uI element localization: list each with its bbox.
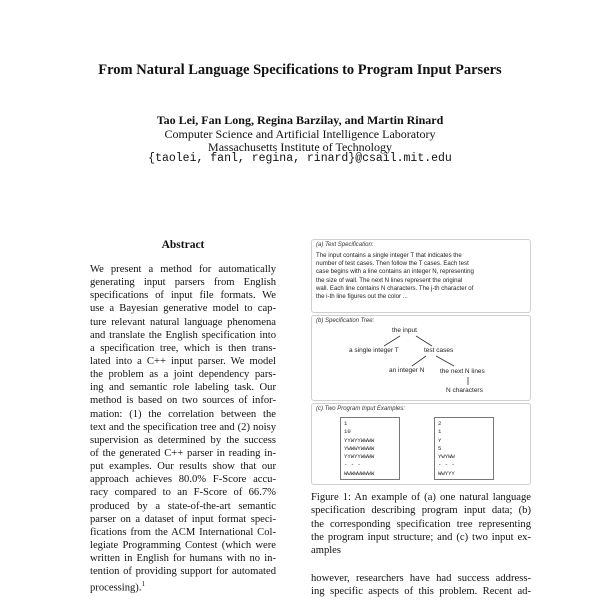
panel-a-label: (a) Text Specification: <box>316 242 374 248</box>
panel-b-label: (b) Specification Tree: <box>316 318 375 324</box>
caption-line: the corresponding specification tree representing <box>311 518 531 530</box>
tree-edges <box>312 316 530 400</box>
abstract-line: approach achieves 80.0% F-Score accu- <box>90 474 276 486</box>
panel-c-label: (c) Two Program Input Examples: <box>316 406 405 412</box>
example-line: 10 <box>344 428 351 436</box>
example-line: - - - <box>438 461 455 469</box>
affiliation-institute: Massachusetts Institute of Technology <box>208 140 392 154</box>
tree-node-integer-n: an integer N <box>389 367 425 374</box>
abstract-line: supervision as determined by the success <box>90 434 276 446</box>
abstract-line: parser on a dataset of input format speci- <box>90 513 276 525</box>
abstract-line: method is based on two sources of infor- <box>90 395 276 407</box>
abstract-body <box>90 263 276 592</box>
abstract-line: use a Bayesian generative model to cap- <box>90 303 276 315</box>
spec-line: number of test cases. Then follow the T cases. Each test <box>316 260 469 268</box>
abstract-line: racy compared to an F-Score of 66.7% <box>90 487 276 499</box>
example-line: 1 <box>344 420 348 427</box>
caption-line: amples <box>311 545 342 557</box>
footnote-mark: 1 <box>141 580 145 589</box>
abstract-line: put examples. Our results show that our <box>90 461 276 473</box>
example-line: YWWWYWWWW <box>344 444 375 452</box>
spec-line: the size of wall. The next N lines represent the original <box>316 276 463 284</box>
abstract-line: generating input parsers from English <box>90 277 276 289</box>
abstract-line: fications from the ACM International Col- <box>90 526 276 538</box>
tree-edge <box>416 336 432 346</box>
example-line: 2 <box>438 420 442 427</box>
body-text-continuation <box>311 572 531 599</box>
example-line: YYWYYWWWW <box>344 453 375 461</box>
example-line: WWWWWWWWW <box>344 469 375 477</box>
abstract-line: of the generated C++ parser in reading in- <box>90 447 276 459</box>
author-emails: {taolei, fanl, regina, rinard}@csail.mit.edu <box>148 152 452 165</box>
input-example-1 <box>340 417 400 480</box>
abstract-line: the problem as a joint dependency pars- <box>90 369 276 381</box>
abstract-line: text and the specification tree and (2) noisy <box>90 421 276 433</box>
abstract-line: specifications of input file formats. We <box>90 290 276 302</box>
caption-line: the program input structure; and (c) two input ex- <box>311 531 531 543</box>
figure-panel-text-spec <box>311 239 531 313</box>
abstract-line: mation: (1) the correlation between the <box>90 408 276 420</box>
abstract-line: processing).$^1$ <box>90 580 145 594</box>
figure-caption <box>311 491 531 557</box>
abstract-line: produced by a state-of-the-art semantic <box>90 500 276 512</box>
tree-node-next-lines: the next N lines <box>440 368 485 375</box>
abstract-line: ture relevant natural language phenomena <box>90 316 276 328</box>
caption-line: specification describing program input data; (b) <box>311 505 531 517</box>
abstract-line: lated into a C++ input parser. We model <box>90 355 276 367</box>
caption-line: Figure 1: An example of (a) one natural language <box>311 492 531 503</box>
body-line: however, researchers have had success address- <box>311 573 531 584</box>
tree-edge <box>412 356 426 366</box>
author-list: Tao Lei, Fan Long, Regina Barzilay, and Martin Rinard <box>156 113 444 127</box>
affiliation-lab: Computer Science and Artificial Intelligence Laboratory <box>164 127 436 141</box>
example-line: WWYYY <box>438 469 455 477</box>
example-line: 5 <box>438 444 442 452</box>
figure-panel-input-examples <box>311 403 531 485</box>
abstract-line: We present a method for automatically <box>90 264 276 275</box>
spec-line: The input contains a single integer T that indicates the <box>316 252 462 259</box>
paper-title: From Natural Language Specifications to Program Input Parsers <box>98 62 502 78</box>
abstract-heading: Abstract <box>161 239 205 251</box>
example-line: YWYWW <box>438 453 455 461</box>
figure-panel-spec-tree <box>311 315 531 401</box>
tree-edge <box>436 356 454 366</box>
abstract-line: legiate Programming Contest (which were <box>90 539 276 551</box>
abstract-line: a specification tree, which is then trans- <box>90 342 276 354</box>
tree-node-left: a single integer T <box>349 347 399 354</box>
input-example-2 <box>434 417 494 480</box>
tree-edge <box>384 336 400 346</box>
abstract-line: written in English for humans with no in- <box>90 553 276 565</box>
spec-line: wall. Each line contains N characters. The j-th character of <box>316 284 474 292</box>
abstract-line: tention of providing support for automated <box>90 566 276 578</box>
tree-node-right: test cases <box>424 347 454 354</box>
spec-line: the i-th line figures out the color ... <box>316 293 408 301</box>
abstract-line: ing and semantic role labeling task. Our <box>90 382 276 394</box>
spec-line: case begins with a line contains an integer N, representing <box>316 268 474 276</box>
example-line: YYWYYWWWW <box>344 436 375 444</box>
text-specification <box>316 252 524 301</box>
example-line: 1 <box>438 428 442 436</box>
tree-node-root: the input <box>392 327 417 334</box>
example-line: Y <box>438 436 442 444</box>
tree-node-characters: N characters <box>446 387 483 394</box>
body-line: ing specific aspects of this problem. Recent ad- <box>311 586 531 598</box>
example-line: - - - <box>344 461 361 469</box>
abstract-line: and translate the English specification into <box>90 329 276 341</box>
